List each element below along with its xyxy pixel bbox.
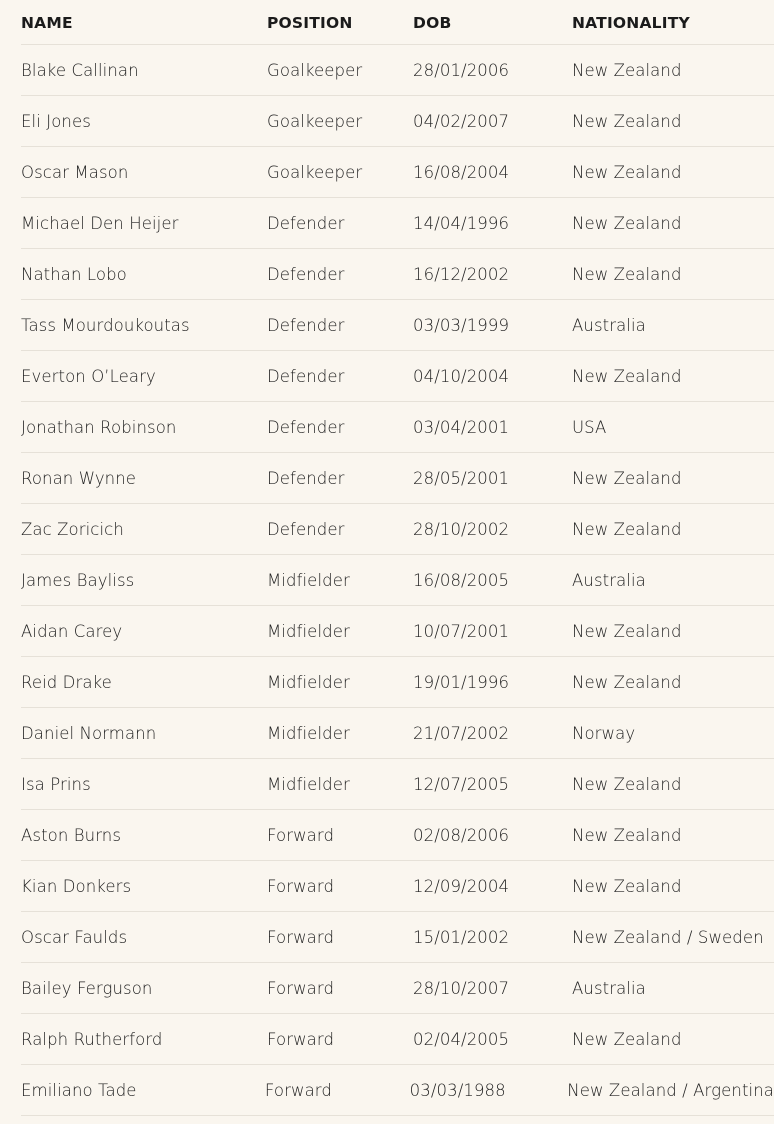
player-nationality-cell: Australia: [572, 978, 646, 998]
player-dob-cell: 28/01/2006: [413, 60, 510, 80]
table-row: [21, 96, 774, 147]
player-nationality-cell: New Zealand: [572, 825, 682, 845]
player-nationality-cell: New Zealand: [572, 213, 682, 233]
player-name-cell: Ralph Rutherford: [21, 1029, 163, 1049]
player-position-cell: Midfielder: [267, 774, 350, 794]
player-name-cell: Eli Jones: [21, 111, 91, 131]
table-row: [21, 606, 774, 657]
table-row: [21, 45, 774, 96]
player-name-cell: Jonathan Robinson: [21, 417, 177, 437]
player-name-cell: Aidan Carey: [21, 621, 123, 641]
player-position-cell: Defender: [267, 213, 345, 233]
player-dob-cell: 16/08/2004: [413, 162, 510, 182]
player-dob-cell: 03/04/2001: [413, 417, 510, 437]
player-name-cell: Tass Mourdoukoutas: [21, 315, 190, 335]
table-row: [21, 504, 774, 555]
player-name-cell: Oscar Faulds: [21, 927, 128, 947]
player-name-cell: Bailey Ferguson: [21, 978, 153, 998]
player-nationality-cell: New Zealand: [572, 468, 682, 488]
player-dob-cell: 21/07/2002: [413, 723, 510, 743]
player-name-cell: Reid Drake: [21, 672, 112, 692]
player-name-cell: James Bayliss: [21, 570, 135, 590]
table-row: [21, 1065, 774, 1116]
table-row: [21, 963, 774, 1014]
player-dob-cell: 14/04/1996: [413, 213, 510, 233]
player-dob-cell: 19/01/1996: [413, 672, 510, 692]
table-row: [21, 453, 774, 504]
player-position-cell: Goalkeeper: [267, 111, 363, 131]
table-row: [21, 402, 774, 453]
table-row: [21, 555, 774, 606]
table-row: [21, 147, 774, 198]
player-position-cell: Defender: [267, 417, 345, 437]
player-dob-cell: 12/07/2005: [413, 774, 510, 794]
player-nationality-cell: New Zealand: [572, 876, 682, 896]
player-nationality-cell: Australia: [572, 570, 646, 590]
player-nationality-cell: USA: [572, 417, 607, 437]
player-position-cell: Forward: [267, 978, 335, 998]
player-position-cell: Goalkeeper: [267, 162, 363, 182]
table-row: [21, 708, 774, 759]
player-name-cell: Aston Burns: [21, 825, 122, 845]
header-name: NAME: [21, 14, 73, 32]
player-position-cell: Defender: [267, 468, 345, 488]
player-dob-cell: 28/10/2002: [413, 519, 510, 539]
player-position-cell: Forward: [267, 876, 335, 896]
player-nationality-cell: New Zealand: [572, 162, 682, 182]
player-dob-cell: 02/08/2006: [413, 825, 510, 845]
player-nationality-cell: New Zealand: [572, 1029, 682, 1049]
player-nationality-cell: Norway: [572, 723, 636, 743]
player-position-cell: Midfielder: [267, 570, 350, 590]
player-dob-cell: 28/05/2001: [413, 468, 510, 488]
squad-table: [21, 0, 774, 1116]
table-row: [21, 912, 774, 963]
player-nationality-cell: New Zealand / Sweden: [572, 927, 764, 947]
header-position: POSITION: [267, 14, 353, 32]
player-position-cell: Defender: [267, 519, 345, 539]
player-position-cell: Goalkeeper: [267, 60, 363, 80]
player-position-cell: Defender: [267, 264, 345, 284]
player-dob-cell: 03/03/1999: [413, 315, 510, 335]
player-nationality-cell: New Zealand: [572, 672, 682, 692]
table-row: [21, 1014, 774, 1065]
player-nationality-cell: Australia: [572, 315, 646, 335]
player-name-cell: Oscar Mason: [21, 162, 129, 182]
player-position-cell: Forward: [267, 927, 335, 947]
player-dob-cell: 04/10/2004: [413, 366, 510, 386]
table-header-row: [21, 0, 774, 45]
player-name-cell: Everton O’Leary: [21, 366, 156, 386]
table-row: [21, 351, 774, 402]
player-position-cell: Midfielder: [267, 621, 350, 641]
player-name-cell: Emiliano Tade: [21, 1080, 137, 1100]
player-nationality-cell: New Zealand: [572, 621, 682, 641]
player-name-cell: Isa Prins: [21, 774, 91, 794]
player-name-cell: Blake Callinan: [21, 60, 139, 80]
player-position-cell: Forward: [267, 1029, 335, 1049]
player-name-cell: Ronan Wynne: [21, 468, 137, 488]
player-position-cell: Forward: [264, 1080, 332, 1100]
player-dob-cell: 16/12/2002: [413, 264, 510, 284]
player-dob-cell: 02/04/2005: [413, 1029, 510, 1049]
player-name-cell: Michael Den Heijer: [21, 213, 179, 233]
player-position-cell: Forward: [267, 825, 335, 845]
player-position-cell: Midfielder: [267, 672, 350, 692]
table-row: [21, 198, 774, 249]
player-nationality-cell: New Zealand: [572, 519, 682, 539]
table-row: [21, 657, 774, 708]
player-nationality-cell: New Zealand: [572, 111, 682, 131]
table-row: [21, 810, 774, 861]
player-name-cell: Kian Donkers: [21, 876, 132, 896]
player-position-cell: Midfielder: [267, 723, 350, 743]
table-row: [21, 300, 774, 351]
player-dob-cell: 03/03/1988: [409, 1080, 506, 1100]
player-dob-cell: 28/10/2007: [413, 978, 510, 998]
player-dob-cell: 10/07/2001: [413, 621, 510, 641]
table-body: [21, 45, 774, 1116]
table-row: [21, 249, 774, 300]
player-nationality-cell: New Zealand: [572, 264, 682, 284]
player-position-cell: Defender: [267, 366, 345, 386]
player-nationality-cell: New Zealand: [572, 60, 682, 80]
player-nationality-cell: New Zealand: [572, 774, 682, 794]
player-dob-cell: 04/02/2007: [413, 111, 510, 131]
player-dob-cell: 12/09/2004: [413, 876, 510, 896]
player-dob-cell: 15/01/2002: [413, 927, 510, 947]
header-nationality: NATIONALITY: [572, 14, 690, 32]
player-nationality-cell: New Zealand: [572, 366, 682, 386]
table-row: [21, 861, 774, 912]
player-name-cell: Nathan Lobo: [21, 264, 127, 284]
table-row: [21, 759, 774, 810]
player-name-cell: Zac Zoricich: [21, 519, 124, 539]
header-dob: DOB: [413, 14, 452, 32]
player-name-cell: Daniel Normann: [21, 723, 157, 743]
player-nationality-cell: New Zealand / Argentina: [567, 1080, 774, 1100]
player-position-cell: Defender: [267, 315, 345, 335]
player-dob-cell: 16/08/2005: [413, 570, 510, 590]
